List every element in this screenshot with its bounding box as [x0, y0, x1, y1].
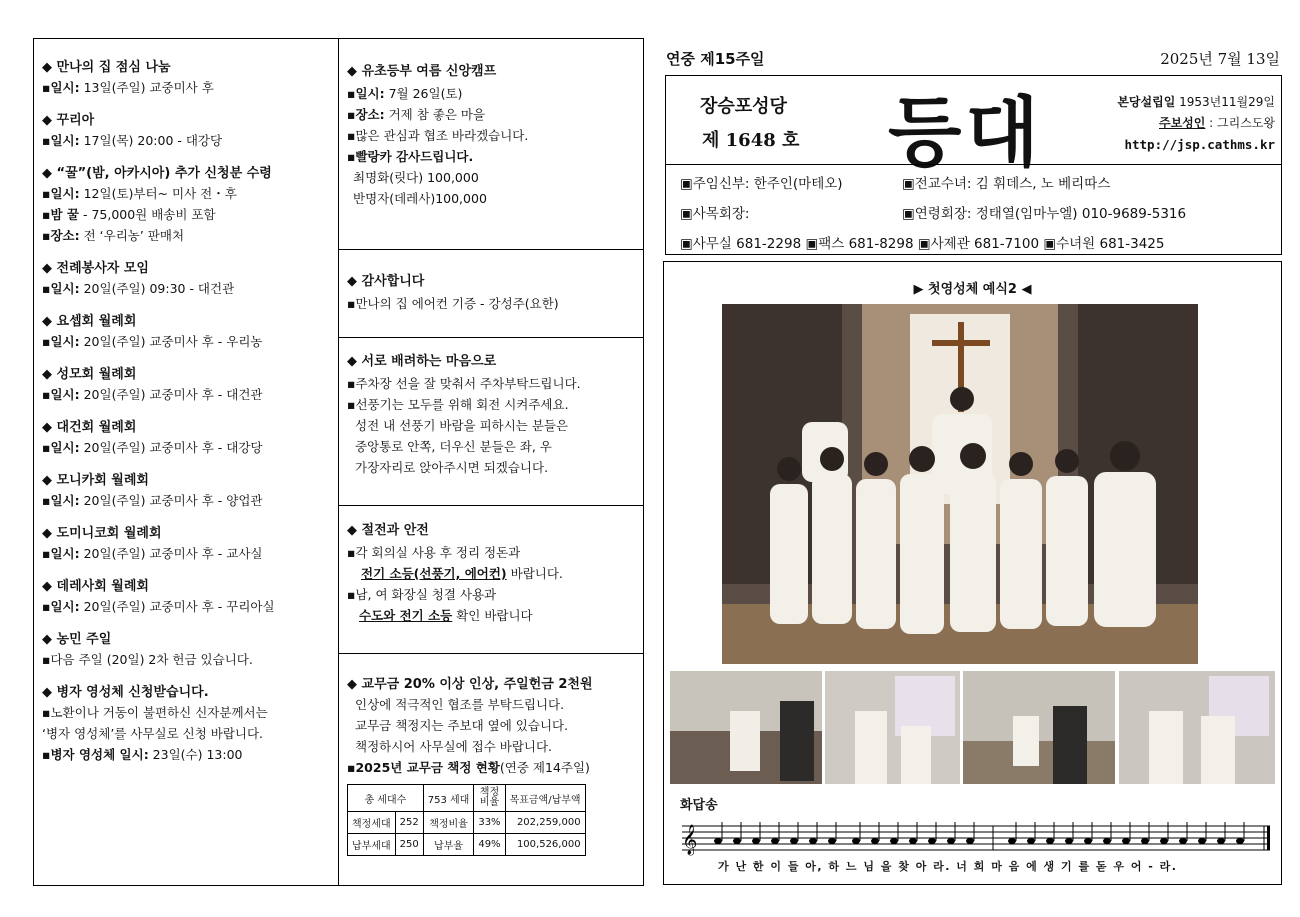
photo-panel: [663, 261, 1282, 885]
dues-section: ◆ 교무금 20% 이상 인상, 주일헌금 2천원 인상에 적극적인 협조를 부탁드립니다. 교무금 책정지는 주보대 옆에 있습니다. 책정하시어 사무실에 접수 바랍니다. ▪2025년 교무금 책정 현황(연중 제14주일) 총 세대수 753 세대 책정 비율 목표금액/납부액 책정세대 252 책정비율 33% 202,259,000 납부세대 250 납부율 49% 100,526,000: [339, 653, 643, 886]
thanks-section: ◆ 감사합니다 ▪만나의 집 에어컨 기증 - 강성주(요한): [339, 249, 643, 337]
music-note: [790, 838, 798, 844]
notice-title: ◆ 병자 영성체 신청받습니다.: [42, 685, 209, 700]
music-note: [771, 838, 779, 844]
notice-column-2: [338, 38, 644, 886]
consider-line: 중앙통로 안쪽, 더우신 분들은 좌, 우: [355, 439, 552, 454]
date-label: 2025년 7월 13일: [1160, 50, 1280, 68]
music-note: [752, 838, 760, 844]
music-note: [1122, 838, 1130, 844]
photo-thumb-3: [963, 671, 1115, 784]
music-note: [1065, 838, 1073, 844]
notice-line: ▪일시: 20일(주일) 교중미사 후 - 대강당: [42, 440, 263, 455]
notice-title: ◆ “꿀”(밤, 아카시아) 추가 신청분 수령: [42, 166, 272, 181]
week-label: 연중 제15주일: [666, 50, 765, 68]
music-note: [852, 838, 860, 844]
music-note: [733, 838, 741, 844]
issue-number: 제 1648 호: [702, 130, 800, 151]
masthead: 장승포성당 제 1648 호 등대 본당설립일 1953년11월29일 주보성인 : 그리스도왕 http://jsp.cathms.kr ▣주임신부: 한주인(마테오) ▣전교수녀: 김 휘데스, 노 베리따스 ▣사목회장: ▣연령회장: 정태열(임마누엘) 010-9689-5316 ▣사무실 681-2298 ▣팩스 681-8298 ▣사제관 681-7100 ▣수녀원 681-3425: [665, 75, 1282, 255]
consider-line: ▪주차장 선을 잘 맞춰서 주차부탁드립니다.: [347, 376, 581, 391]
notice-title: ◆ 농민 주일: [42, 632, 112, 647]
camp-title: ◆ 유초등부 여름 신앙캠프: [347, 64, 497, 79]
camp-section: ◆ 유초등부 여름 신앙캠프 ▪일시: 7월 26일(토) ▪장소: 거제 참 좋은 마을 ▪많은 관심과 협조 바라겠습니다. ▪빨랑카 감사드립니다. 최명화(릿다) 100,000 반명자(데레사)100,000: [339, 39, 643, 209]
music-note: [1141, 838, 1149, 844]
notice-line: ▪일시: 20일(주일) 교중미사 후 - 대건관: [42, 387, 263, 402]
notice-line: ▪일시: 13일(주일) 교중미사 후: [42, 80, 214, 95]
notice-line: ▪일시: 20일(주일) 교중미사 후 - 우리농: [42, 334, 263, 349]
notice-line: ▪일시: 17일(목) 20:00 - 대강당: [42, 133, 223, 148]
notice-line: ▪일시: 20일(주일) 교중미사 후 - 양업관: [42, 493, 263, 508]
consider-section: ◆ 서로 배려하는 마음으로 ▪주차장 선을 잘 맞춰서 주차부탁드립니다. ▪선풍기는 모두를 위해 회전 시켜주세요. 성전 내 선풍기 바람을 피하시는 분들은 중앙통로 안쪽, 더우신 분들은 좌, 우 가장자리로 앉아주시면 되겠습니다.: [339, 337, 643, 505]
music-note: [966, 838, 974, 844]
music-note: [1046, 838, 1054, 844]
song-lyrics: 가 난 한 이 들 아, 하 느 님 을 찾 아 라. 너 희 마 음 에 생 기 를 돋 우 어 - 라.: [718, 860, 1178, 873]
notice-column-1: [33, 38, 339, 886]
notice-line: ▪병자 영성체 일시: 23일(수) 13:00: [42, 747, 243, 762]
notice-line: ▪장소: 전 ‘우리농’ 판매처: [42, 228, 185, 243]
website-link[interactable]: http://jsp.cathms.kr: [1124, 137, 1275, 152]
dues-line: 책정하시어 사무실에 접수 바랍니다.: [355, 739, 553, 754]
music-note: [1217, 838, 1225, 844]
notice-title: ◆ 데레사회 월례회: [42, 579, 149, 594]
notice-line: ▪일시: 12일(토)부터~ 미사 전・후: [42, 186, 237, 201]
music-note: [809, 838, 817, 844]
consider-line: ▪선풍기는 모두를 위해 회전 시켜주세요.: [347, 397, 569, 412]
notice-title: ◆ 성모회 월례회: [42, 367, 137, 382]
music-note: [1160, 838, 1168, 844]
top-line: [666, 48, 1280, 72]
notice-title: ◆ 모니카회 월례회: [42, 473, 149, 488]
notice-title: ◆ 만나의 집 점심 나눔: [42, 60, 171, 75]
photo-thumb-2: [825, 671, 960, 784]
music-note: [714, 838, 722, 844]
dues-line: 인상에 적극적인 협조를 부탁드립니다.: [355, 697, 565, 712]
notice-title: ◆ 꾸리아: [42, 113, 95, 128]
consider-line: 성전 내 선풍기 바람을 피하시는 분들은: [355, 418, 569, 433]
song-title: 화답송: [680, 798, 718, 813]
dues-line: 교무금 책정지는 주보대 옆에 있습니다.: [355, 718, 569, 733]
main-photo: [722, 304, 1198, 664]
notice-line: ▪일시: 20일(주일) 09:30 - 대건관: [42, 281, 235, 296]
music-note: [1103, 838, 1111, 844]
music-note: [928, 838, 936, 844]
bulletin-title: 등대: [888, 88, 1043, 177]
notice-line: ▪밤 꿀 - 75,000원 배송비 포함: [42, 207, 216, 222]
saving-section: ◆ 절전과 안전 ▪각 회의실 사용 후 정리 정돈과 전기 소등(선풍기, 에어컨) 바랍니다. ▪남, 여 화장실 청결 사용과 수도와 전기 소등 확인 바랍니다: [339, 505, 643, 653]
notice-line: ▪다음 주일 (20일) 2차 헌금 있습니다.: [42, 652, 253, 667]
music-note: [890, 838, 898, 844]
music-note: [1084, 838, 1092, 844]
music-note: [1198, 838, 1206, 844]
dues-table: 총 세대수 753 세대 책정 비율 목표금액/납부액 책정세대 252 책정비율 33% 202,259,000 납부세대 250 납부율 49% 100,526,000: [347, 784, 586, 856]
notice-line: ‘병자 영성체’를 사무실로 신청 바랍니다.: [42, 726, 264, 741]
notice-title: ◆ 전례봉사자 모임: [42, 261, 149, 276]
music-note: [1236, 838, 1244, 844]
notice-title: ◆ 대건회 월례회: [42, 420, 137, 435]
music-note: [828, 838, 836, 844]
photo-caption: ▶ 첫영성체 예식2 ◀: [913, 282, 1032, 297]
photo-thumb-4: [1119, 671, 1275, 784]
photo-thumb-1: [670, 671, 822, 784]
music-staff: [682, 818, 1274, 858]
consider-line: 가장자리로 앉아주시면 되겠습니다.: [355, 460, 549, 475]
notice-line: ▪일시: 20일(주일) 교중미사 후 - 꾸리아실: [42, 599, 275, 614]
music-note: [1027, 838, 1035, 844]
notice-title: ◆ 요셉회 월례회: [42, 314, 137, 329]
treble-clef-icon: 𝄞: [682, 825, 698, 855]
notice-line: ▪노환이나 거동이 불편하신 신자분께서는: [42, 705, 268, 720]
music-note: [909, 838, 917, 844]
parish-name: 장승포성당: [700, 96, 787, 117]
music-note: [947, 838, 955, 844]
music-note: [871, 838, 879, 844]
music-note: [1008, 838, 1016, 844]
music-note: [1179, 838, 1187, 844]
notice-title: ◆ 도미니코회 월례회: [42, 526, 162, 541]
notice-line: ▪일시: 20일(주일) 교중미사 후 - 교사실: [42, 546, 263, 561]
